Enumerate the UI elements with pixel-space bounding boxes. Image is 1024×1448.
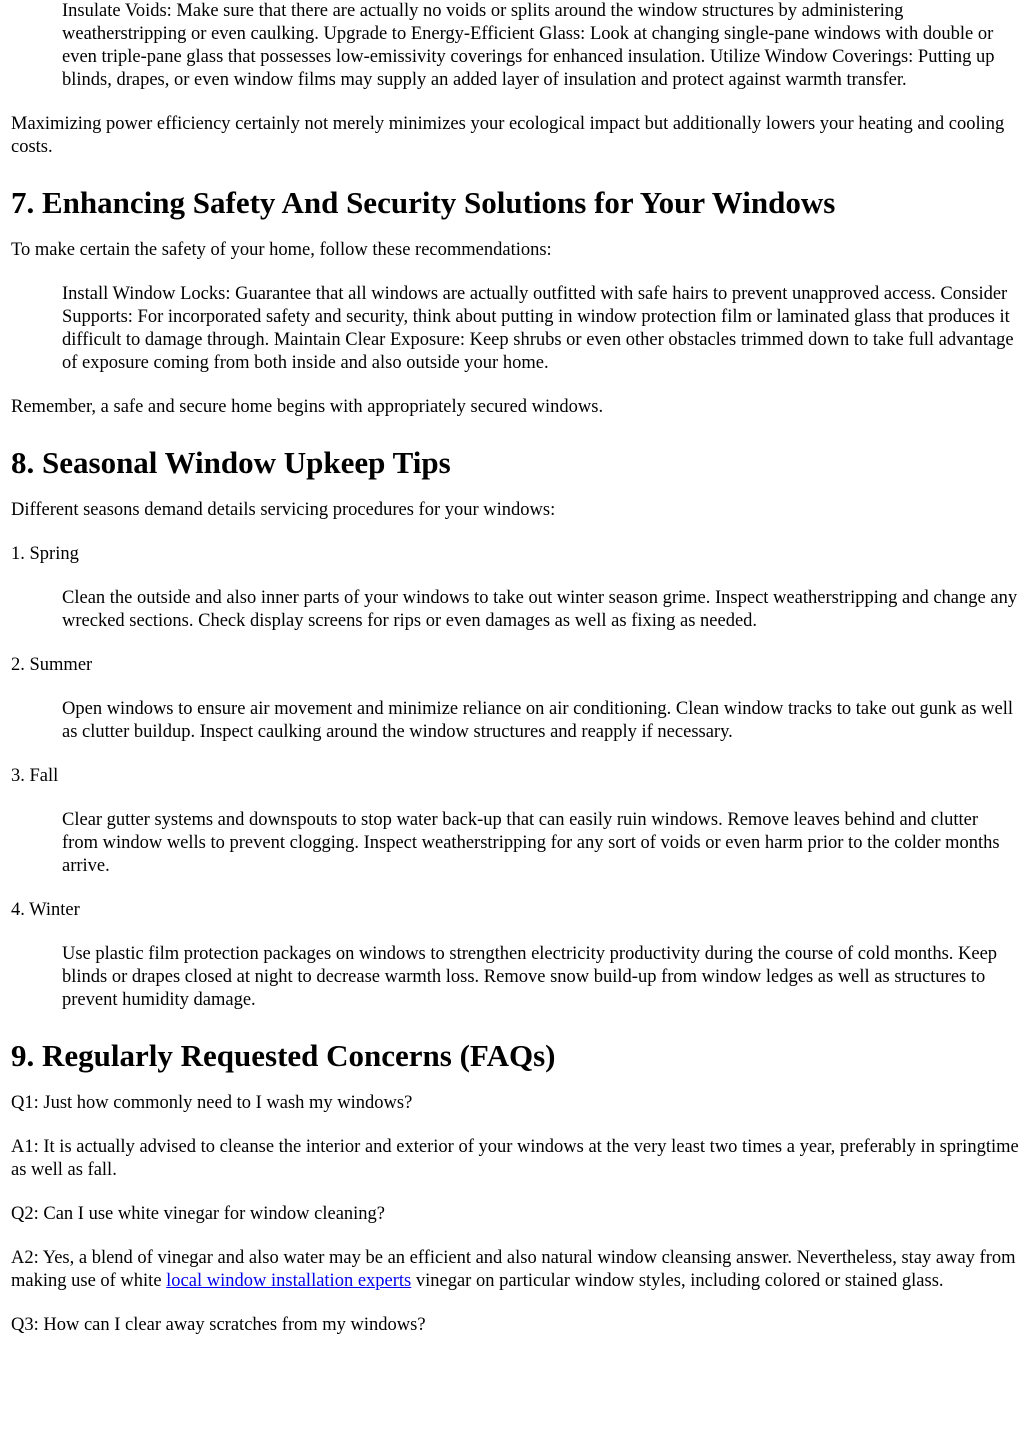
efficiency-paragraph: Maximizing power efficiency certainly not merely minimizes your ecological impact but additionally lowers your heating and cooling costs.: [11, 114, 1005, 157]
faq-answer-2: [11, 1247, 1024, 1293]
season-text-winter: Use plastic film protection packages on windows to strengthen electricity productivity during the course of cold months. Keep blinds or drapes closed at night to decrease warmth loss. Remove snow build-up from window ledges as well as structures to prevent humidity damage.: [62, 944, 998, 1010]
faq-answer-2-text-before: A2: Yes, a blend of vinegar and also water may be an efficient and also natural window cleansing answer. Nevertheless, stay away from making use of white: [11, 1248, 1016, 1291]
season-text-spring: Clean the outside and also inner parts of your windows to take out winter season grime. Inspect weatherstripping and change any wrecked sections. Check display screens for rips or even damages as well as fixing as needed.: [62, 588, 1018, 631]
season-text-summer: Open windows to ensure air movement and minimize reliance on air conditioning. Clean window tracks to take out gunk as well as clutter buildup. Inspect caulking around the window structures and reapply if necessary.: [62, 699, 1013, 742]
section-8-heading: 8. Seasonal Window Upkeep Tips: [11, 445, 451, 480]
section-7-heading: 7. Enhancing Safety And Security Solutions for Your Windows: [11, 185, 836, 220]
faq-question-2: Q2: Can I use white vinegar for window cleaning?: [11, 1204, 386, 1224]
season-label-fall: 3. Fall: [11, 766, 59, 786]
faq-answer-2-text-after: vinegar on particular window styles, including colored or stained glass.: [411, 1271, 944, 1291]
season-label-winter: 4. Winter: [11, 900, 80, 920]
section-8-intro: Different seasons demand details servicing procedures for your windows:: [11, 500, 556, 520]
section-9-heading: 9. Regularly Requested Concerns (FAQs): [11, 1038, 556, 1073]
faq-question-1: Q1: Just how commonly need to I wash my windows?: [11, 1093, 413, 1113]
section-7-intro: To make certain the safety of your home, follow these recommendations:: [11, 240, 552, 260]
insulation-tips-block: Insulate Voids: Make sure that there are actually no voids or splits around the window structures by administering weatherstripping or even caulking. Upgrade to Energy-Efficient Glass: Look at changing single-pane windows with double or even triple-pane glass that possesses low-emissivity coverings for enhanced insulation. Utilize Window Coverings: Putting up blinds, drapes, or even window films may supply an added layer of insulation and protect against warmth transfer.: [62, 1, 995, 90]
local-window-installation-link[interactable]: local window installation experts: [166, 1271, 412, 1291]
security-tips-block: Install Window Locks: Guarantee that all windows are actually outfitted with safe hairs to prevent unapproved access. Consider Supports: For incorporated safety and security, think about putting in window protection film or laminated glass that produces it difficult to damage through. Maintain Clear Exposure: Keep shrubs or even other obstacles trimmed down to take full advantage of exposure coming from both inside and also outside your home.: [62, 284, 1014, 373]
season-label-spring: 1. Spring: [11, 544, 79, 564]
season-label-summer: 2. Summer: [11, 655, 93, 675]
faq-question-3: Q3: How can I clear away scratches from my windows?: [11, 1315, 426, 1335]
season-text-fall: Clear gutter systems and downspouts to stop water back-up that can easily ruin windows. Remove leaves behind and clutter from window wells to prevent clogging. Inspect weatherstripping for any sort of voids or even harm prior to the colder months arrive.: [62, 810, 1000, 876]
faq-answer-1: A1: It is actually advised to cleanse the interior and exterior of your windows at the very least two times a year, preferably in springtime as well as fall.: [11, 1137, 1019, 1180]
section-7-closing: Remember, a safe and secure home begins with appropriately secured windows.: [11, 397, 604, 417]
